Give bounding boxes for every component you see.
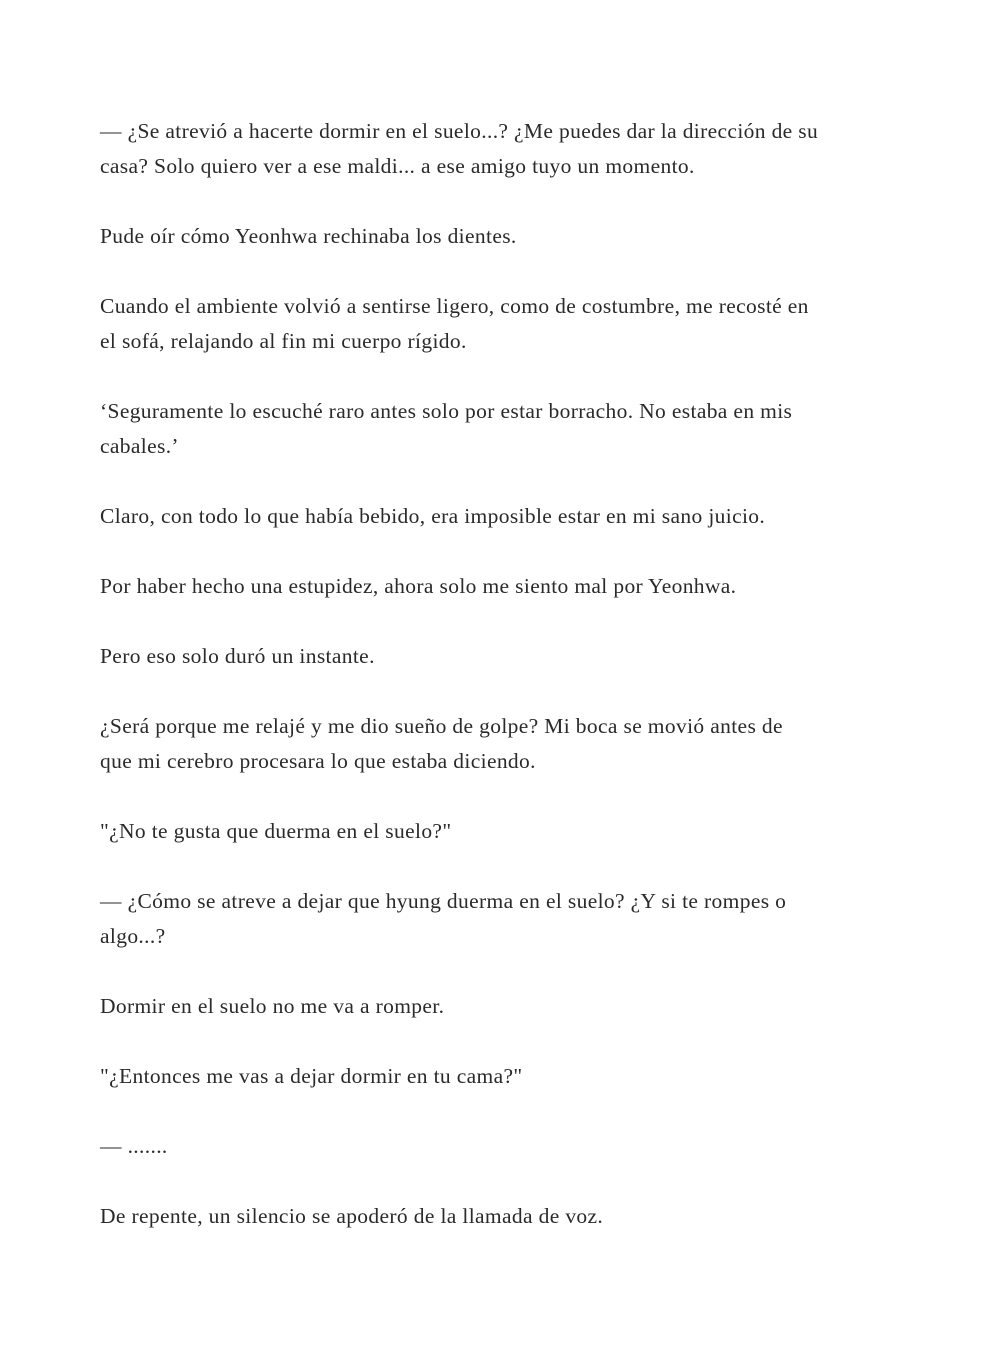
paragraph [100,394,910,464]
paragraph [100,499,910,534]
text-line: ¿Será porque me relajé y me dio sueño de golpe? Mi boca se movió antes de [100,714,783,738]
paragraph [100,1129,910,1164]
text-line: Pero eso solo duró un instante. [100,644,375,668]
text-line: — ¿Cómo se atreve a dejar que hyung duerma en el suelo? ¿Y si te rompes o [100,889,787,913]
paragraph [100,639,910,674]
paragraph [100,114,910,184]
text-line: ‘Seguramente lo escuché raro antes solo por estar borracho. No estaba en mis [100,399,793,423]
text-line: el sofá, relajando al fin mi cuerpo rígido. [100,329,467,353]
paragraph [100,884,910,954]
paragraph [100,289,910,359]
text-line: cabales.’ [100,434,179,458]
text-line: — ¿Se atrevió a hacerte dormir en el suelo...? ¿Me puedes dar la dirección de su [100,119,819,143]
paragraph [100,814,910,849]
paragraph [100,989,910,1024]
text-line: que mi cerebro procesara lo que estaba diciendo. [100,749,536,773]
text-line: — ....... [100,1134,168,1158]
paragraph [100,1199,910,1234]
paragraph [100,219,910,254]
text-line: Cuando el ambiente volvió a sentirse ligero, como de costumbre, me recosté en [100,294,809,318]
text-line: algo...? [100,924,166,948]
paragraph [100,709,910,779]
text-line: Pude oír cómo Yeonhwa rechinaba los dientes. [100,224,517,248]
text-line: Claro, con todo lo que había bebido, era imposible estar en mi sano juicio. [100,504,766,528]
text-line: Dormir en el suelo no me va a romper. [100,994,445,1018]
paragraph [100,569,910,604]
text-line: "¿Entonces me vas a dejar dormir en tu cama?" [100,1064,523,1088]
text-line: "¿No te gusta que duerma en el suelo?" [100,819,452,843]
document-body [100,114,910,1269]
text-line: De repente, un silencio se apoderó de la llamada de voz. [100,1204,604,1228]
text-line: Por haber hecho una estupidez, ahora solo me siento mal por Yeonhwa. [100,574,737,598]
paragraph [100,1059,910,1094]
text-line: casa? Solo quiero ver a ese maldi... a ese amigo tuyo un momento. [100,154,695,178]
